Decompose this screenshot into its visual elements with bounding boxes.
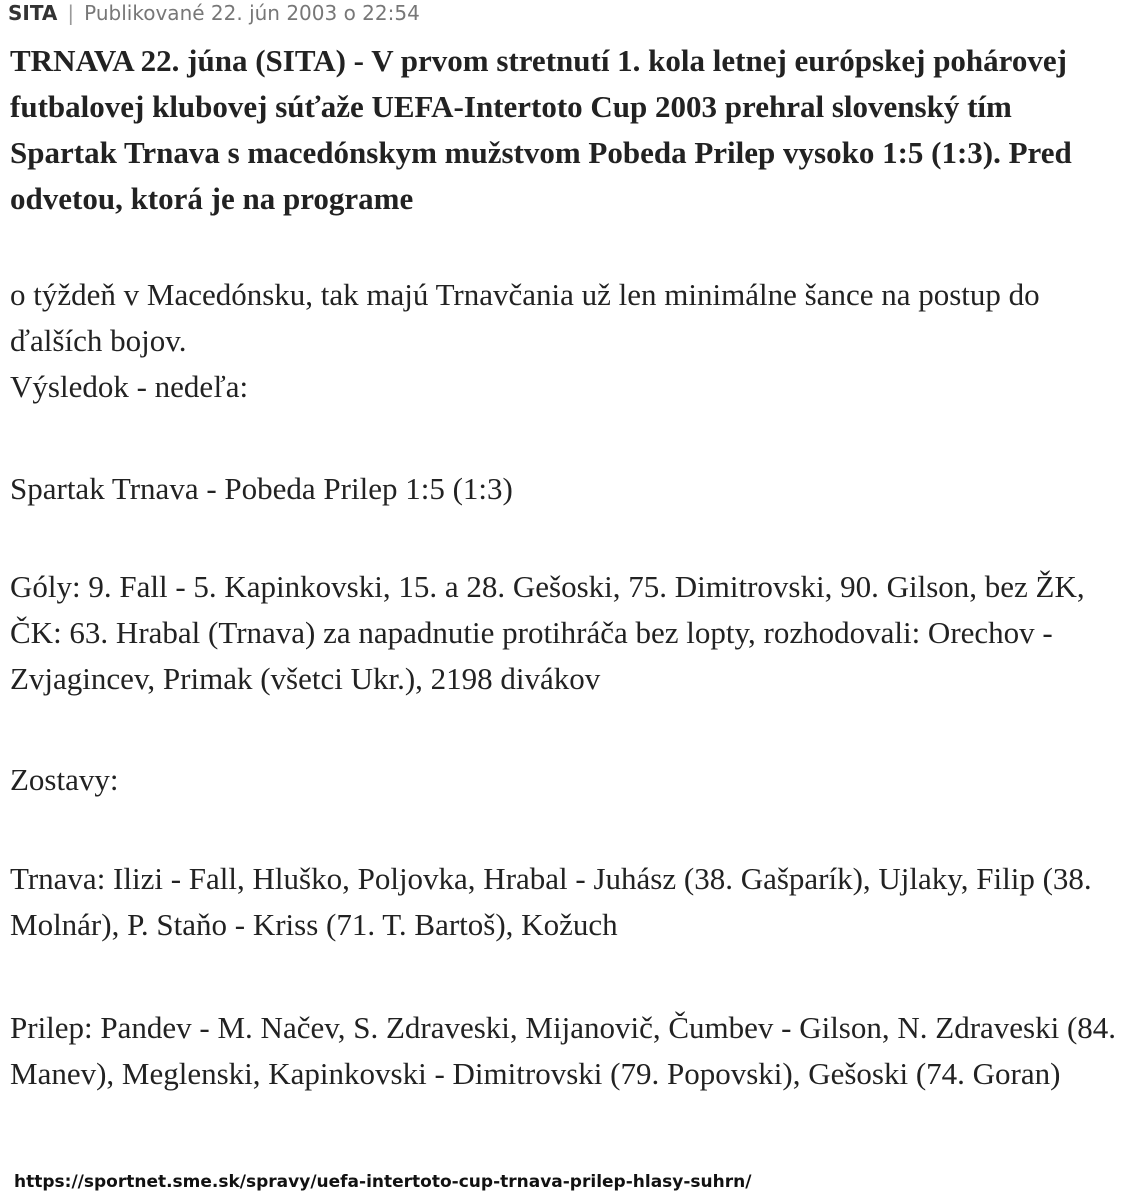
article-paragraph-continuation: o týždeň v Macedónsku, tak majú Trnavčania už len minimálne šance na postup do ďalších bojov. (10, 277, 1040, 358)
article-meta (8, 0, 420, 26)
lineups-heading: Zostavy: (10, 762, 119, 797)
meta-separator: | (67, 1, 75, 25)
trnava-lineup: Trnava: Ilizi - Fall, Hluško, Poljovka, Hrabal - Juhász (38. Gašparík), Ujlaky, Filip (38. Molnár), P. Staňo - Kriss (71. T. Bartoš), Kožuch (10, 861, 1092, 942)
published-date: Publikované 22. jún 2003 o 22:54 (84, 1, 420, 25)
match-score: Spartak Trnava - Pobeda Prilep 1:5 (1:3) (10, 471, 513, 506)
prilep-lineup: Prilep: Pandev - M. Načev, S. Zdraveski, Mijanovič, Čumbev - Gilson, N. Zdraveski (84. Manev), Meglenski, Kapinkovski - Dimitrovski (79. Popovski), Gešoski (74. Goran) (10, 1010, 1117, 1091)
source-url: https://sportnet.sme.sk/spravy/uefa-intertoto-cup-trnava-prilep-hlasy-suhrn/ (14, 1172, 752, 1192)
goals-paragraph: Góly: 9. Fall - 5. Kapinkovski, 15. a 28. Gešoski, 75. Dimitrovski, 90. Gilson, bez ŽK, ČK: 63. Hrabal (Trnava) za napadnutie protihráča bez lopty, rozhodovali: Orechov - Zvjagincev, Primak (všetci Ukr.), 2198 divákov (10, 569, 1085, 696)
result-heading: Výsledok - nedeľa: (10, 369, 249, 404)
source-label[interactable]: SITA (8, 1, 58, 25)
article-lead: TRNAVA 22. júna (SITA) - V prvom stretnutí 1. kola letnej európskej pohárovej futbalovej klubovej súťaže UEFA-Intertoto Cup 2003 prehral slovenský tím Spartak Trnava s macedónskym mužstvom Pobeda Prilep vysoko 1:5 (1:3). Pred odvetou, ktorá je na programe (10, 43, 1072, 216)
